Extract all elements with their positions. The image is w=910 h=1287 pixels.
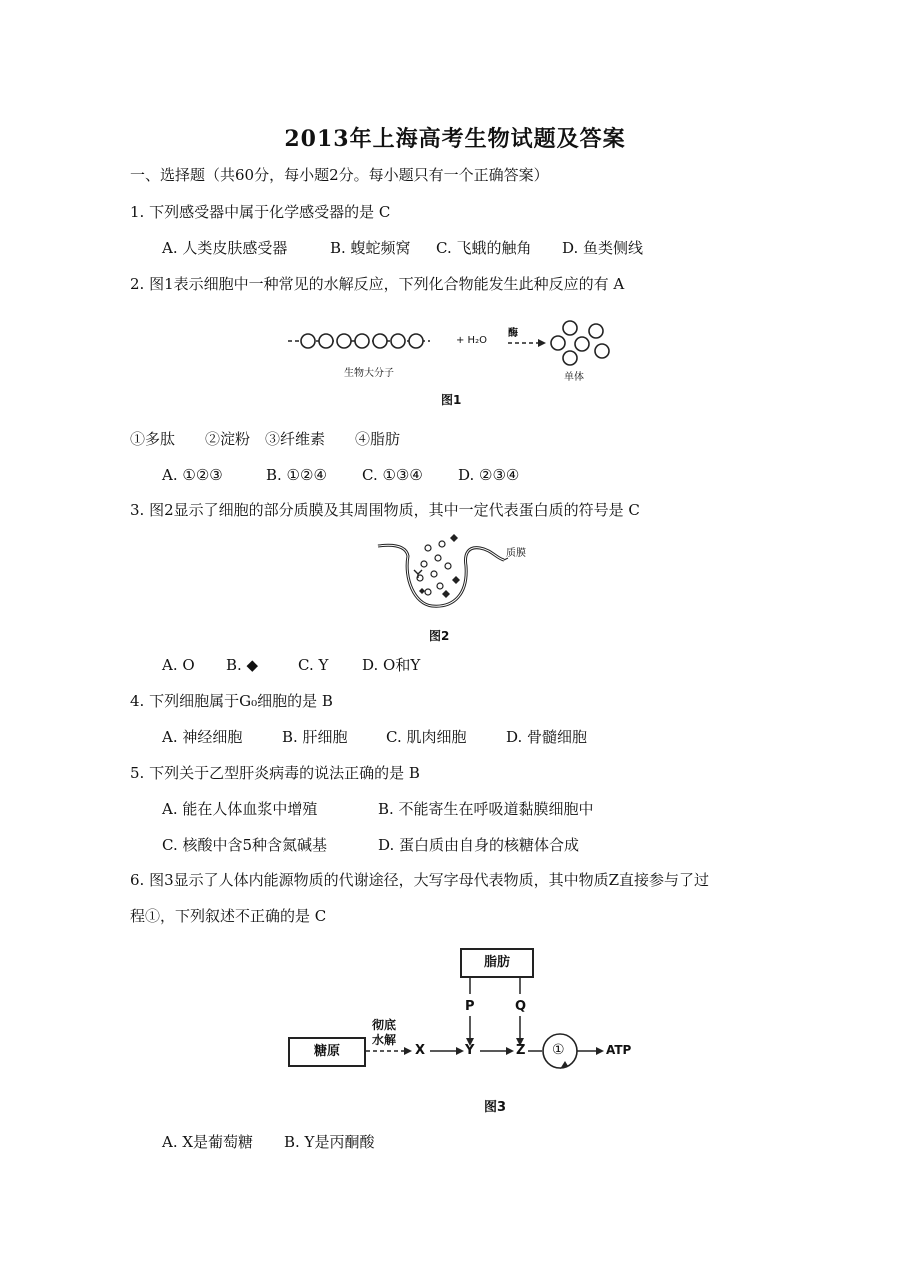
q1-option-a: A. 人类皮肤感受器 (162, 239, 288, 257)
q5-option-d: D. 蛋白质由自身的核糖体合成 (378, 836, 580, 854)
q3-option-c: C. Y (298, 656, 329, 674)
fig2-label-membrane: 质膜 (506, 548, 526, 559)
fig3-label-z: Z (516, 1043, 526, 1058)
q6-option-b: B. Y是丙酮酸 (284, 1133, 375, 1151)
q4-option-c: C. 肌肉细胞 (386, 728, 467, 746)
fig3-box-fat: 脂肪 (460, 948, 534, 978)
q3-stem: 3. 图2显示了细胞的部分质膜及其周围物质，其中一定代表蛋白质的符号是 C (130, 501, 640, 519)
q5-stem: 5. 下列关于乙型肝炎病毒的说法正确的是 B (130, 764, 420, 782)
page-title: 2013年上海高考生物试题及答案 (284, 126, 626, 152)
q6-option-a: A. X是葡萄糖 (162, 1133, 254, 1151)
fig3-label-q: Q (515, 999, 527, 1014)
q2-option-a: A. ①②③ (162, 466, 223, 484)
q3-option-d: D. O和Y (362, 656, 421, 674)
fig1-label-monomer: 单体 (564, 372, 584, 383)
q1-option-d: D. 鱼类侧线 (562, 239, 644, 257)
q4-option-b: B. 肝细胞 (282, 728, 348, 746)
fig1-label-water: + H₂O (456, 335, 487, 346)
q2-option-d: D. ②③④ (458, 466, 520, 484)
figure-2-membrane (376, 534, 546, 614)
figure-1-svg (280, 316, 640, 386)
q1-option-b: B. 蝮蛇频窝 (330, 239, 411, 257)
fig3-label-atp: ATP (606, 1043, 632, 1057)
q5-option-c: C. 核酸中含5种含氮碱基 (162, 836, 328, 854)
q3-option-a: A. O (162, 656, 195, 674)
fig3-label-x: X (415, 1043, 426, 1058)
q2-stem: 2. 图1表示细胞中一种常见的水解反应，下列化合物能发生此种反应的有 A (130, 275, 625, 293)
q1-option-c: C. 飞蛾的触角 (436, 239, 532, 257)
fig3-label-p: P (465, 999, 475, 1014)
figure-1-caption: 图1 (441, 393, 462, 407)
q5-option-b: B. 不能寄生在呼吸道黏膜细胞中 (378, 800, 594, 818)
figure-1-hydrolysis (280, 316, 640, 386)
q1-stem: 1. 下列感受器中属于化学感受器的是 C (130, 203, 391, 221)
q4-option-a: A. 神经细胞 (162, 728, 243, 746)
q4-option-d: D. 骨髓细胞 (506, 728, 588, 746)
fig3-box-glycogen: 糖原 (288, 1037, 366, 1067)
figure-3-caption: 图3 (484, 1100, 507, 1115)
fig1-label-macromolecule: 生物大分子 (344, 368, 394, 379)
q3-option-b: B. ◆ (226, 656, 259, 674)
q2-items: ①多肽 ②淀粉 ③纤维素 ④脂肪 (130, 430, 401, 448)
figure-3-metabolism (284, 944, 644, 1084)
fig3-label-step-1: ① (552, 1042, 565, 1058)
figure-2-caption: 图2 (429, 629, 450, 643)
fig3-label-hydrolysis-2: 水解 (372, 1033, 397, 1047)
fig1-label-enzyme: 酶 (508, 328, 518, 339)
q2-option-b: B. ①②④ (266, 466, 327, 484)
fig3-label-y: Y (465, 1043, 475, 1058)
q2-option-c: C. ①③④ (362, 466, 423, 484)
q6-stem-line1: 6. 图3显示了人体内能源物质的代谢途径，大写字母代表物质，其中物质Z直接参与了过 (130, 871, 710, 889)
q4-stem: 4. 下列细胞属于G₀细胞的是 B (130, 692, 333, 710)
q5-option-a: A. 能在人体血浆中增殖 (162, 800, 318, 818)
section-heading: 一、选择题（共60分，每小题2分。每小题只有一个正确答案） (130, 166, 549, 184)
fig3-label-hydrolysis-1: 彻底 (372, 1018, 397, 1032)
q6-stem-line2: 程①，下列叙述不正确的是 C (130, 907, 327, 925)
